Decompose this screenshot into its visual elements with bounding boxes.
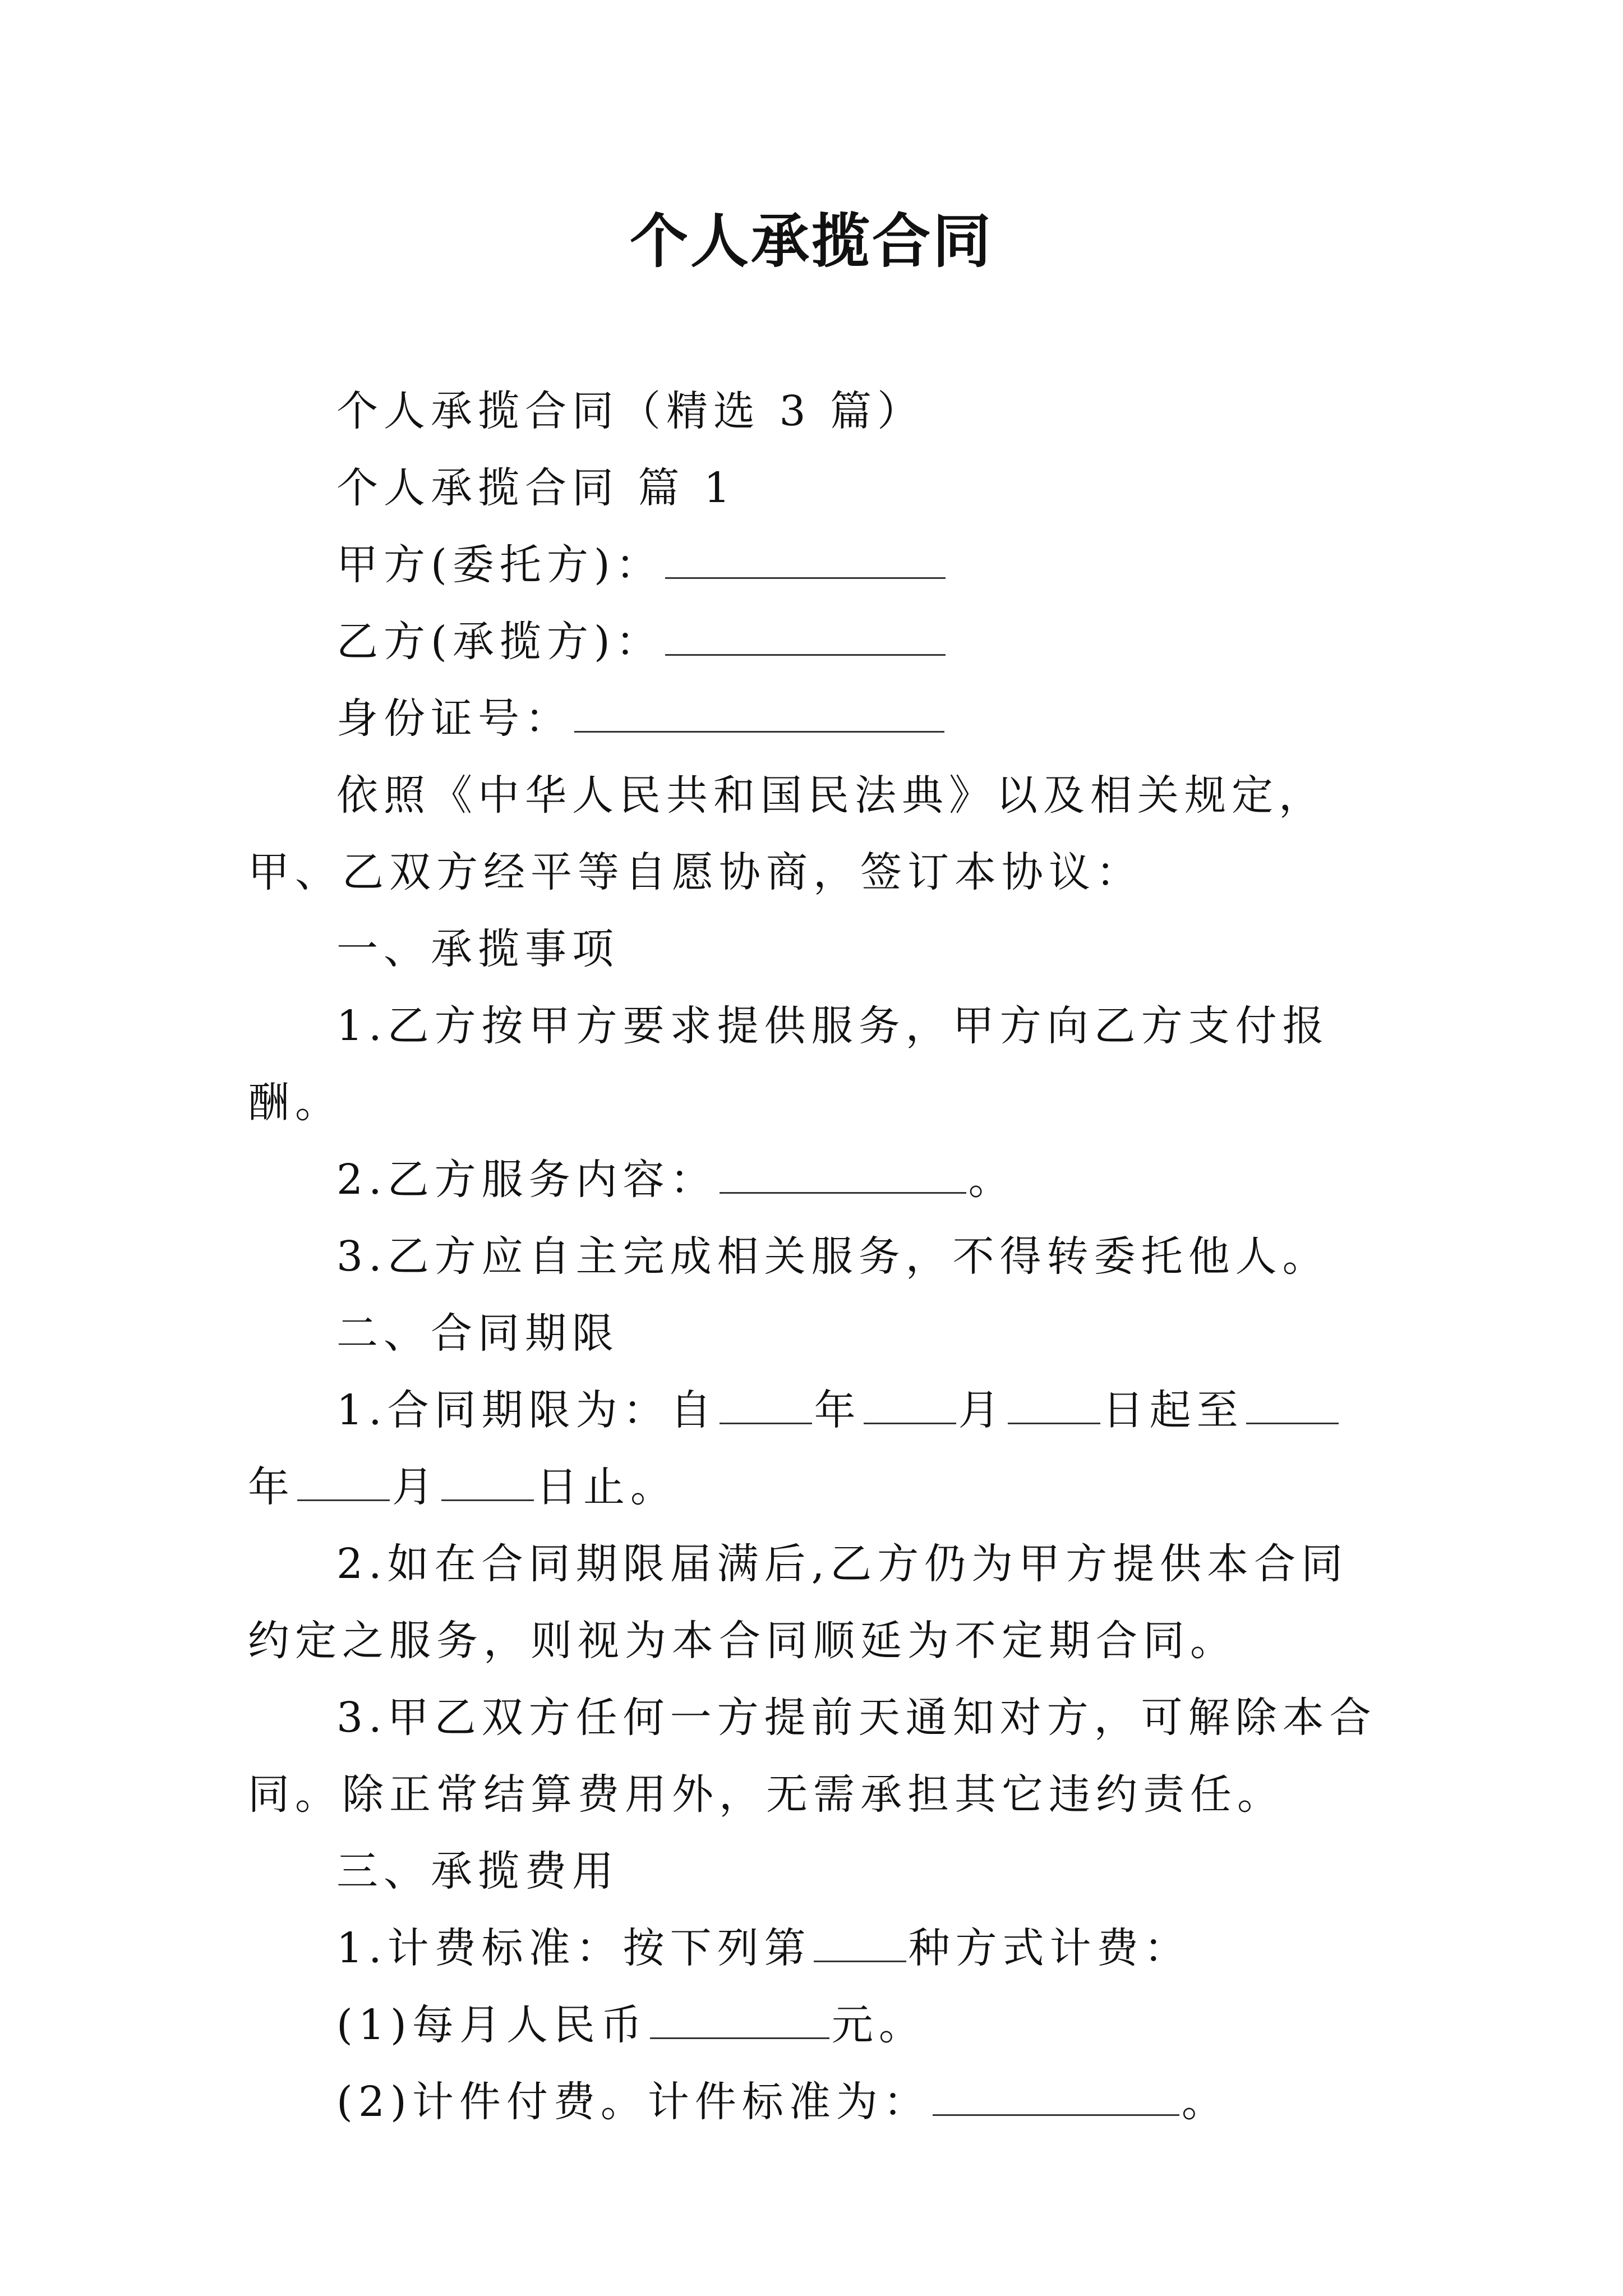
clause-1-3: 3.乙方应自主完成相关服务，不得转委托他人。 [336,1232,1330,1281]
monthly-fee-blank[interactable] [650,1998,829,2039]
field-party-b: 乙方(承揽方)： [248,604,1381,680]
heading-scope: 一、承揽事项 [336,925,619,973]
party-a-blank[interactable] [665,538,946,579]
piece-rate-blank[interactable] [933,2075,1179,2116]
field-id-number: 身份证号： [248,680,1381,757]
document-body [248,373,1381,2141]
fee-method-blank[interactable] [814,1921,906,1962]
end-month-blank[interactable] [297,1460,390,1501]
heading-fees: 三、承揽费用 [336,1847,619,1895]
id-number-blank[interactable] [574,692,944,733]
clause-2-3: 3.甲乙双方任何一方提前天通知对方，可解除本合同。除正常结算费用外，无需承担其它违约责任。 [248,1694,1377,1819]
paragraph-section-heading: 个人承揽合同 篇 1 [336,464,736,512]
clause-3-1-b: (2)计件付费。计件标准为： 。 [248,2064,1381,2141]
end-year-blank[interactable] [1246,1383,1339,1424]
start-day-blank[interactable] [1008,1383,1100,1424]
field-party-a: 甲方(委托方)： [248,527,1381,604]
clause-3-1-a: (1)每月人民币 元。 [248,1987,1381,2064]
clause-2-2: 2.如在合同期限届满后,乙方仍为甲方提供本合同约定之服务，则视为本合同顺延为不定期合同。 [248,1540,1349,1665]
clause-2-1: 1.合同期限为：自 年 月 日起至年 月 日止。 [248,1372,1381,1526]
clause-1-1: 1.乙方按甲方要求提供服务，甲方向乙方支付报酬。 [248,1002,1330,1127]
clause-3-1: 1.计费标准：按下列第 种方式计费： [248,1910,1381,1987]
end-day-blank[interactable] [441,1460,534,1501]
clause-1-2: 2.乙方服务内容： 。 [248,1142,1381,1218]
paragraph-preamble: 依照《中华人民共和国民法典》以及相关规定，甲、乙双方经平等自愿协商，签订本协议： [248,771,1326,896]
start-year-blank[interactable] [720,1383,812,1424]
service-content-blank[interactable] [720,1153,966,1194]
paragraph-subtitle: 个人承揽合同（精选 3 篇） [336,387,925,435]
party-b-blank[interactable] [665,615,946,656]
start-month-blank[interactable] [864,1383,956,1424]
heading-term: 二、合同期限 [336,1309,619,1358]
document-title: 个人承揽合同 [629,206,993,275]
